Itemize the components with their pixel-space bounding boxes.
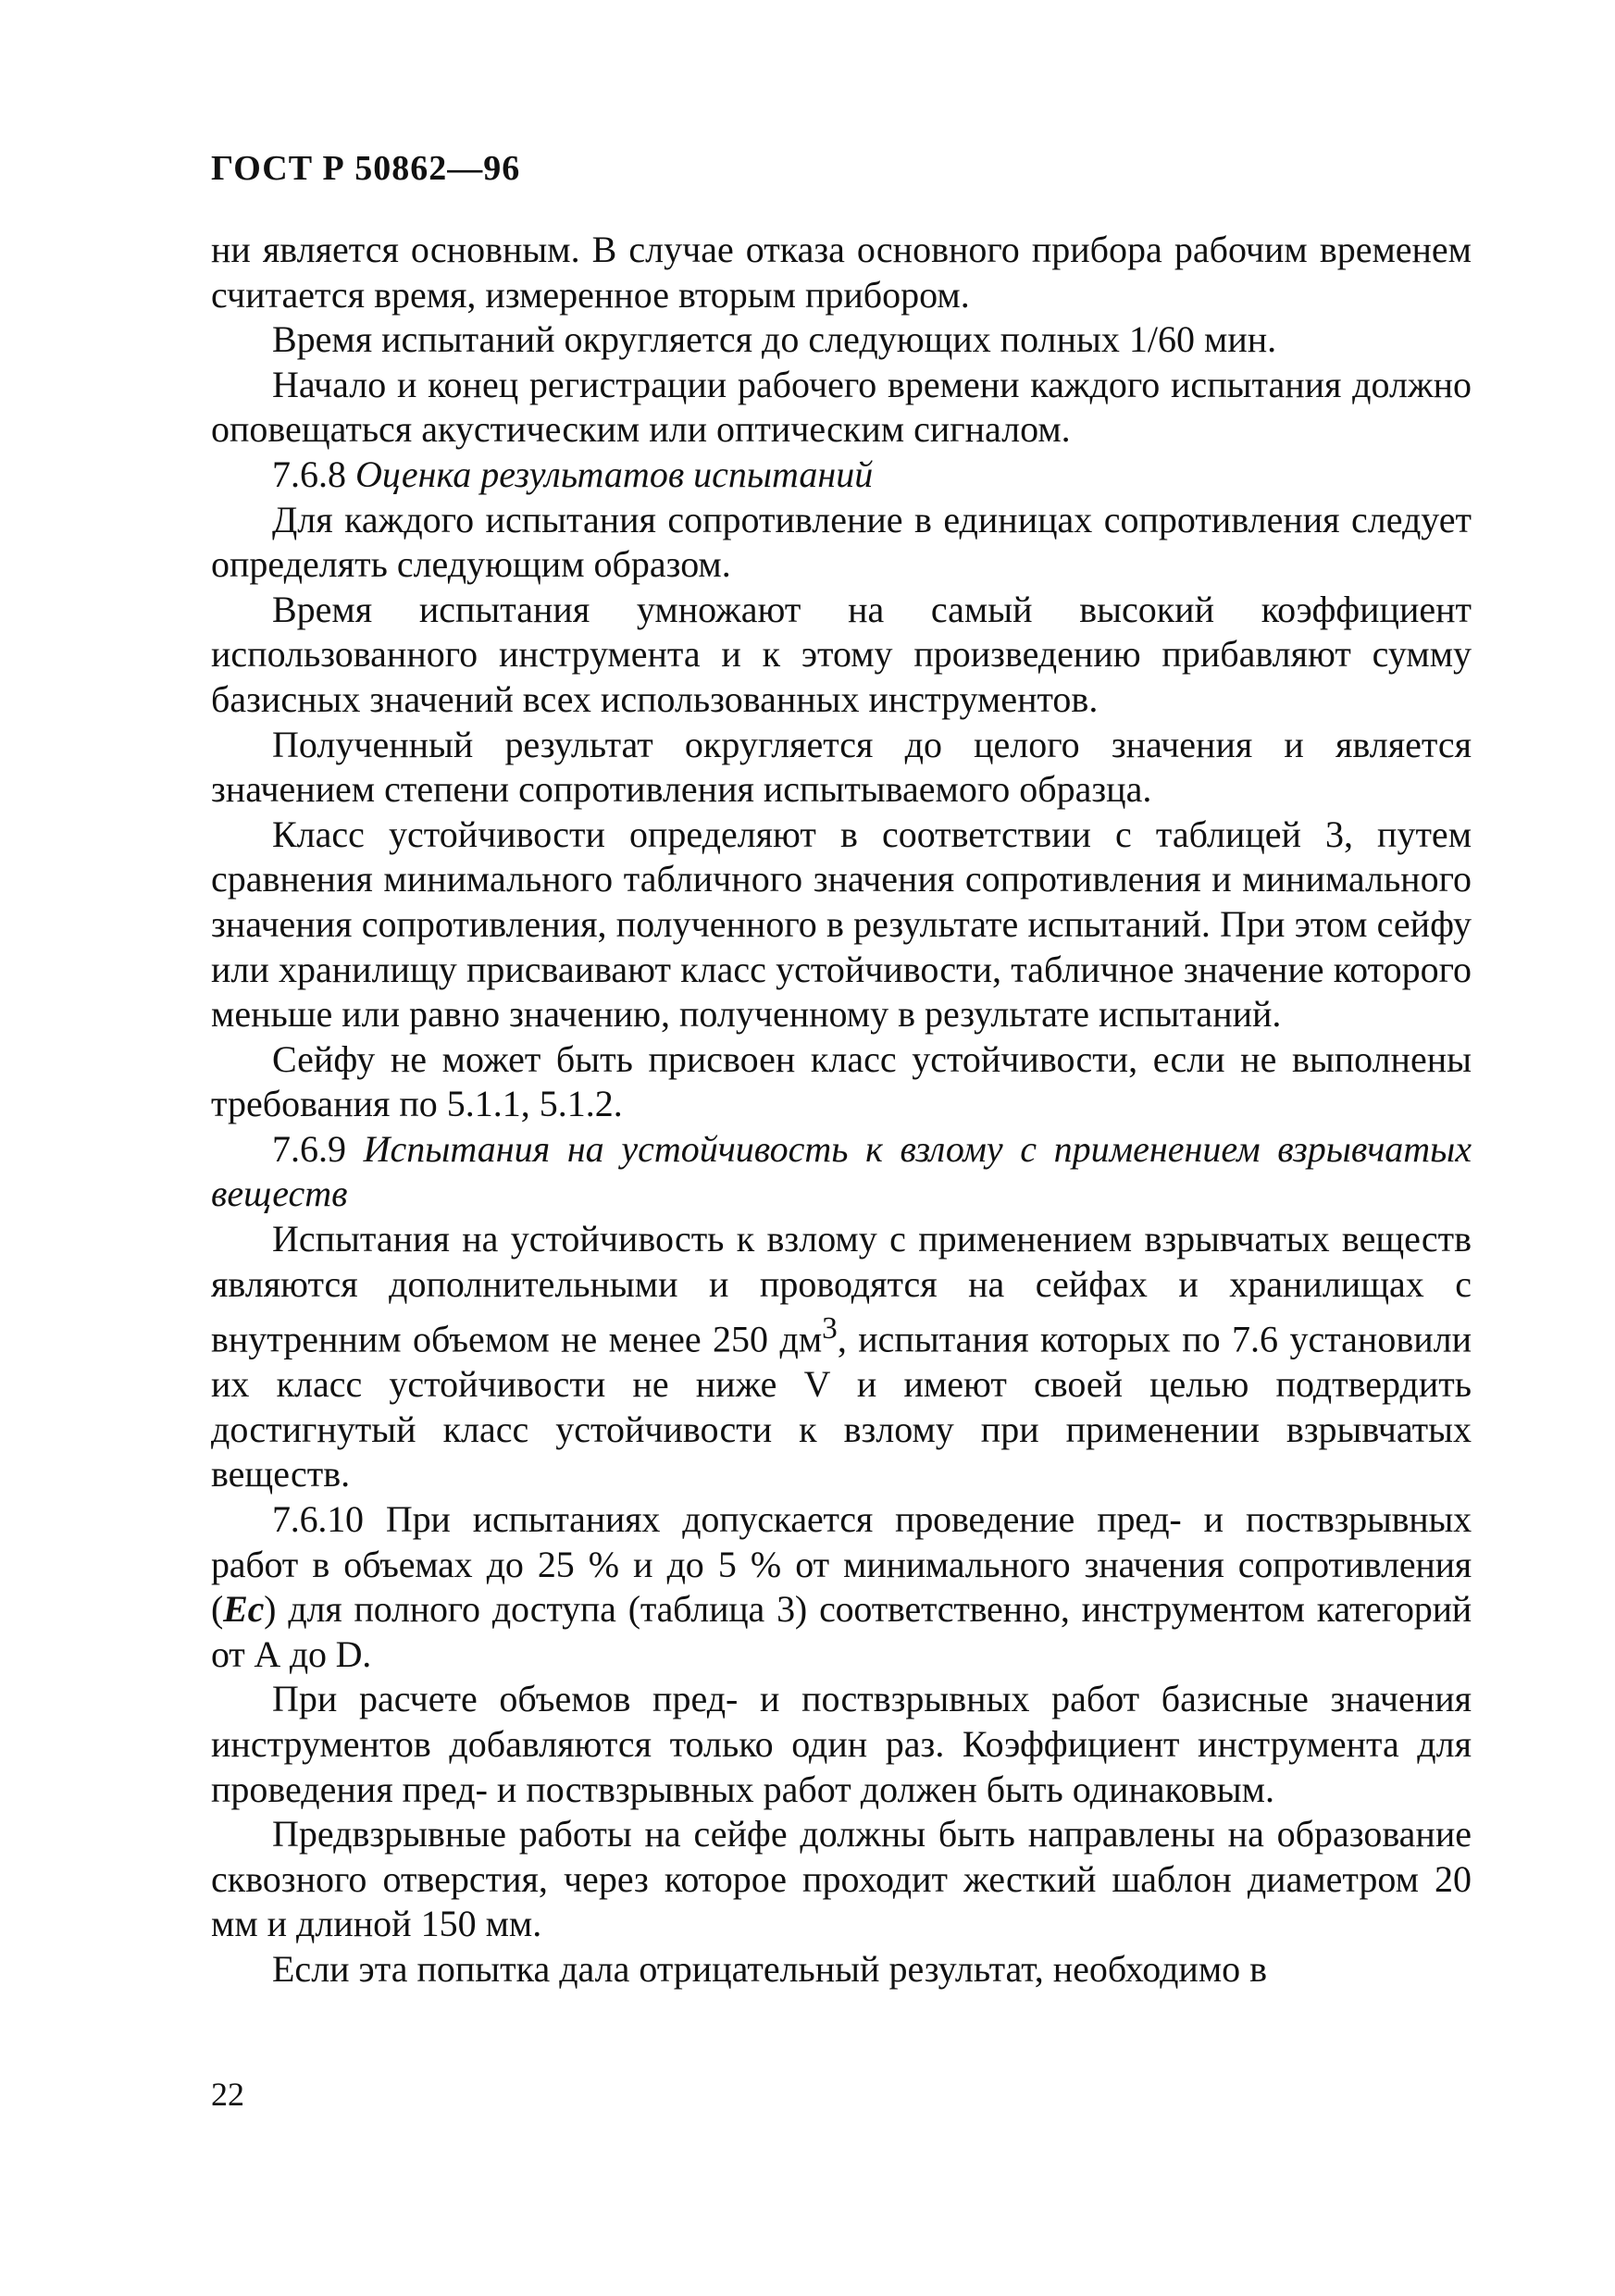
- superscript: 3: [822, 1311, 838, 1347]
- paragraph: ни является основным. В случае отказа основного прибора рабочим временем считается время, измеренное вторым прибором.: [211, 229, 1472, 316]
- body-text: [211, 228, 1472, 1992]
- symbol-ec: Ec: [223, 1588, 265, 1631]
- paragraph: Если эта попытка дала отрицательный результат, необходимо в: [272, 1947, 1268, 1990]
- standard-header: ГОСТ Р 50862—96: [211, 149, 521, 188]
- paragraph-text: 7.6.10 При испытаниях допускается проведение пред- и поствзрывных работ в объемах до 25 % и до 5 % от минимального значения сопротивления (: [211, 1497, 1472, 1631]
- section-title: Испытания на устойчивость к взлому с применением взрывчатых веществ: [211, 1127, 1472, 1215]
- paragraph-7-6-10: [211, 1497, 1472, 1677]
- paragraph: Время испытания умножают на самый высокий коэффициент использованного инструмента и к этому произведению прибавляют сумму базисных значений всех использованных инструментов.: [211, 588, 1472, 720]
- paragraph: Для каждого испытания сопротивление в единицах сопротивления следует определять следующим образом.: [211, 498, 1472, 586]
- page-number: 22: [211, 2076, 244, 2113]
- paragraph: Начало и конец регистрации рабочего времени каждого испытания должно оповещаться акустическим или оптическим сигналом.: [211, 363, 1472, 451]
- paragraph: Предвзрывные работы на сейфе должны быть направлены на образование сквозного отверстия, через которое проходит жесткий шаблон диаметром 20 мм и длиной 150 мм.: [211, 1813, 1472, 1945]
- section-heading-7-6-8: [211, 453, 1472, 498]
- paragraph: Полученный результат округляется до целого значения и является значением степени сопротивления испытываемого образца.: [211, 723, 1472, 811]
- paragraph: [211, 1217, 1472, 1497]
- section-heading-7-6-9: [211, 1127, 1472, 1217]
- paragraph: Сейфу не может быть присвоен класс устойчивости, если не выполнены требования по 5.1.1, 5.1.2.: [211, 1037, 1472, 1125]
- section-title: Оценка результатов испытаний: [355, 453, 874, 495]
- paragraph: Класс устойчивости определяют в соответствии с таблицей 3, путем сравнения минимального табличного значения сопротивления и минимального значения сопротивления, полученного в результате испытаний. При этом сейфу или хранилищу присваивают класс устойчивости, табличное значение которого меньше или равно значению, полученному в результате испытаний.: [211, 813, 1472, 1036]
- paragraph-text: , испытания которых по 7.6 установили их класс устойчивости не ниже V и имеют своей целью подтвердить достигнутый класс устойчивости к взлому при применении взрывчатых веществ.: [211, 1318, 1472, 1496]
- paragraph: Время испытаний округляется до следующих полных 1/60 мин.: [272, 318, 1277, 361]
- paragraph: При расчете объемов пред- и поствзрывных работ базисные значения инструментов добавляются только один раз. Коэффициент инструмента для проведения пред- и поствзрывных работ должен быть одинаковым.: [211, 1678, 1472, 1810]
- paragraph-text: Испытания на устойчивость к взлому с применением взрывчатых веществ являются дополнительными и проводятся на сейфах и хранилищах с внутренним объемом не менее 250 дм: [211, 1218, 1472, 1360]
- paragraph-text: ) для полного доступа (таблица 3) соответственно, инструментом категорий от А до D.: [211, 1588, 1472, 1675]
- section-number: 7.6.8: [272, 453, 346, 495]
- section-number: 7.6.9: [272, 1127, 346, 1170]
